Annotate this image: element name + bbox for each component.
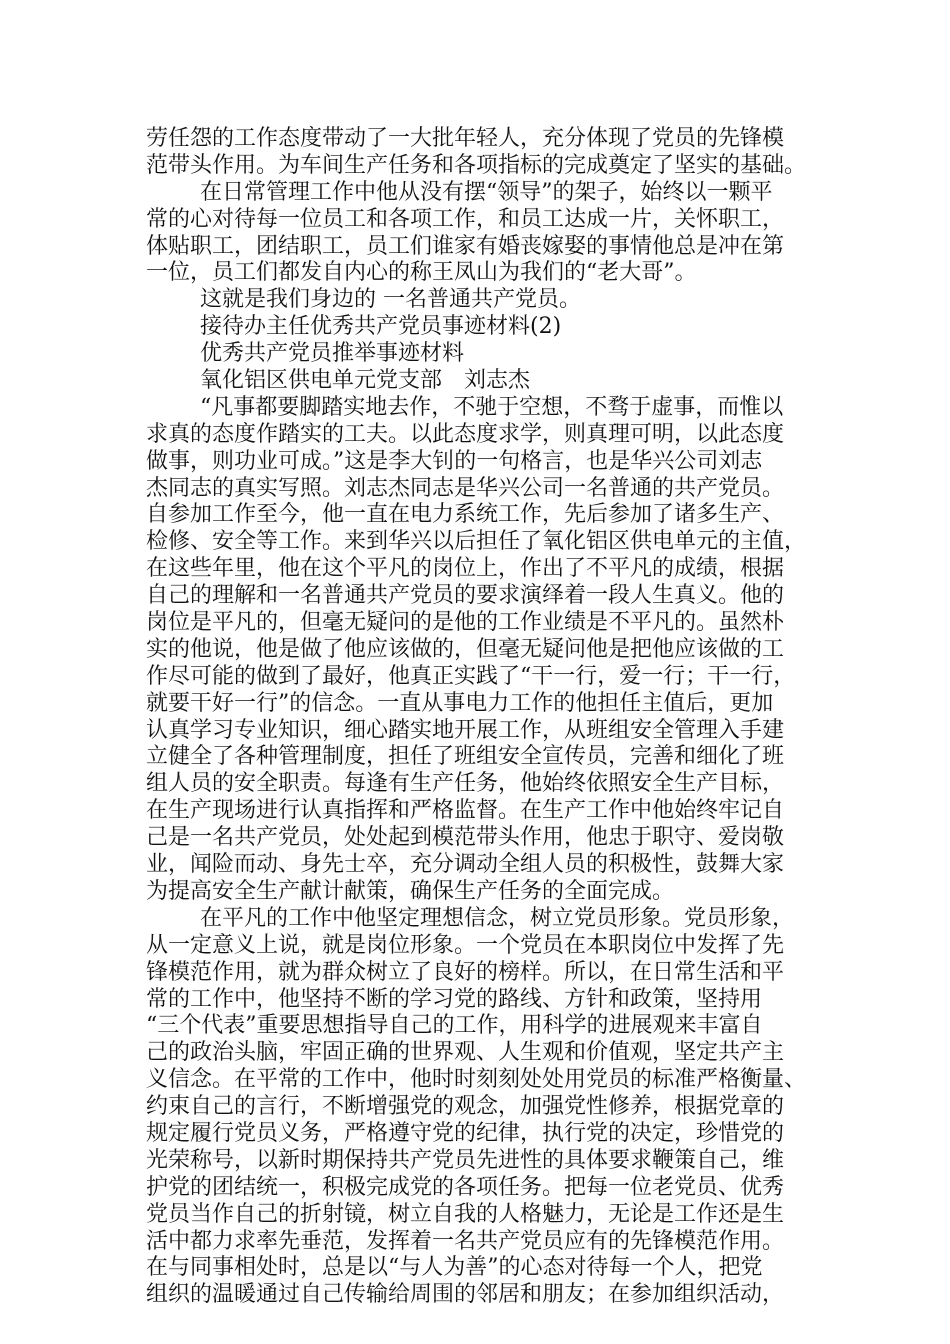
text-line: 自己的理解和一名普通共产党员的要求演绎着一段人生真义。他的 [146,583,785,609]
text-line: 护党的团结统一，积极完成党的各项任务。把每一位老党员、优秀 [146,1174,785,1200]
text-line: 这就是我们身边的 一名普通共产党员。 [200,287,581,313]
text-line: 立健全了各种管理制度，担任了班组安全宣传员，完善和细化了班 [146,744,785,770]
text-line: 在平凡的工作中他坚定理想信念，树立党员形象。党员形象， [200,905,795,931]
text-line: 己的政治头脑，牢固正确的世界观、人生观和价值观，坚定共产主 [146,1040,785,1066]
text-line: 常的心对待每一位员工和各项工作，和员工达成一片，关怀职工， [146,206,785,232]
text-line: 约束自己的言行，不断增强党的观念，加强党性修养，根据党章的 [146,1094,785,1120]
text-line: 业，闻险而动、身先士卒，充分调动全组人员的积极性，鼓舞大家 [146,852,785,878]
text-line: 优秀共产党员推举事迹材料 [200,341,465,367]
text-line: 在这些年里，他在这个平凡的岗位上，作出了不平凡的成绩，根据 [146,556,785,582]
text-line: 氧化铝区供电单元党支部 刘志杰 [200,368,531,394]
text-line: 常的工作中，他坚持不断的学习党的路线、方针和政策，坚持用 [146,986,763,1012]
text-line: 光荣称号，以新时期保持共产党员先进性的具体要求鞭策自己，维 [146,1147,785,1173]
text-line: 在生产现场进行认真指挥和严格监督。在生产工作中他始终牢记自 [146,798,785,824]
text-line: 一位，员工们都发自内心的称王凤山为我们的“老大哥”。 [146,260,697,286]
text-line: 岗位是平凡的，但毫无疑问的是他的工作业绩是不平凡的。虽然朴 [146,610,785,636]
text-line: 义信念。在平常的工作中，他时时刻刻处处用党员的标准严格衡量、 [146,1067,807,1093]
text-line: 党员当作自己的折射镜，树立自我的人格魅力，无论是工作还是生 [146,1201,785,1227]
text-line: 劳任怨的工作态度带动了一大批年轻人，充分体现了党员的先锋模 [146,126,785,151]
text-line: 为提高安全生产献计献策，确保生产任务的全面完成。 [146,878,675,904]
text-line: 杰同志的真实写照。刘志杰同志是华兴公司一名普通的共产党员。 [146,475,785,501]
text-line: 组人员的安全职责。每逢有生产任务，他始终依照安全生产目标， [146,771,785,797]
text-line: 实的他说，他是做了他应该做的，但毫无疑问他是把他应该做的工 [146,636,785,662]
text-line: 检修、安全等工作。来到华兴以后担任了氧化铝区供电单元的主值， [146,529,807,555]
text-line: 范带头作用。为车间生产任务和各项指标的完成奠定了坚实的基础。 [146,152,807,178]
text-line: 从一定意义上说，就是岗位形象。一个党员在本职岗位中发挥了先 [146,932,785,958]
text-line: 己是一名共产党员，处处起到模范带头作用，他忠于职守、爱岗敬 [146,825,785,851]
text-line: 认真学习专业知识，细心踏实地开展工作，从班组安全管理入手建 [146,717,785,743]
document-body [146,126,826,1309]
text-line: “三个代表”重要思想指导自己的工作，用科学的进展观来丰富自 [146,1013,763,1039]
text-line: 自参加工作至今，他一直在电力系统工作，先后参加了诸多生产、 [146,502,785,528]
text-line: 体贴职工，团结职工，员工们谁家有婚丧嫁娶的事情他总是冲在第 [146,233,785,259]
text-line: 活中都力求率先垂范，发挥着一名共产党员应有的先锋模范作用。 [146,1228,785,1254]
text-line: 接待办主任优秀共产党员事迹材料(2) [200,314,562,340]
text-line: 规定履行党员义务，严格遵守党的纪律，执行党的决定，珍惜党的 [146,1120,785,1146]
text-line: 作尽可能的做到了最好，他真正实践了“干一行，爱一行；干一行， [146,663,796,689]
text-line: 做事，则功业可成。”这是李大钊的一句格言，也是华兴公司刘志 [146,448,763,474]
text-line: 在与同事相处时，总是以“与人为善”的心态对待每一个人，把党 [146,1255,763,1281]
text-line: 求真的态度作踏实的工夫。以此态度求学，则真理可明，以此态度 [146,421,785,447]
text-line: “凡事都要脚踏实地去作，不驰于空想，不骛于虚事，而惟以 [200,394,784,420]
text-line: 组织的温暖通过自己传输给周围的邻居和朋友；在参加组织活动， [146,1282,785,1308]
text-line: 就要干好一行”的信念。一直从事电力工作的他担任主值后，更加 [146,690,774,716]
text-line: 在日常管理工作中他从没有摆“领导”的架子，始终以一颗平 [200,179,773,205]
text-line: 锋模范作用，就为群众树立了良好的榜样。所以，在日常生活和平 [146,959,785,985]
